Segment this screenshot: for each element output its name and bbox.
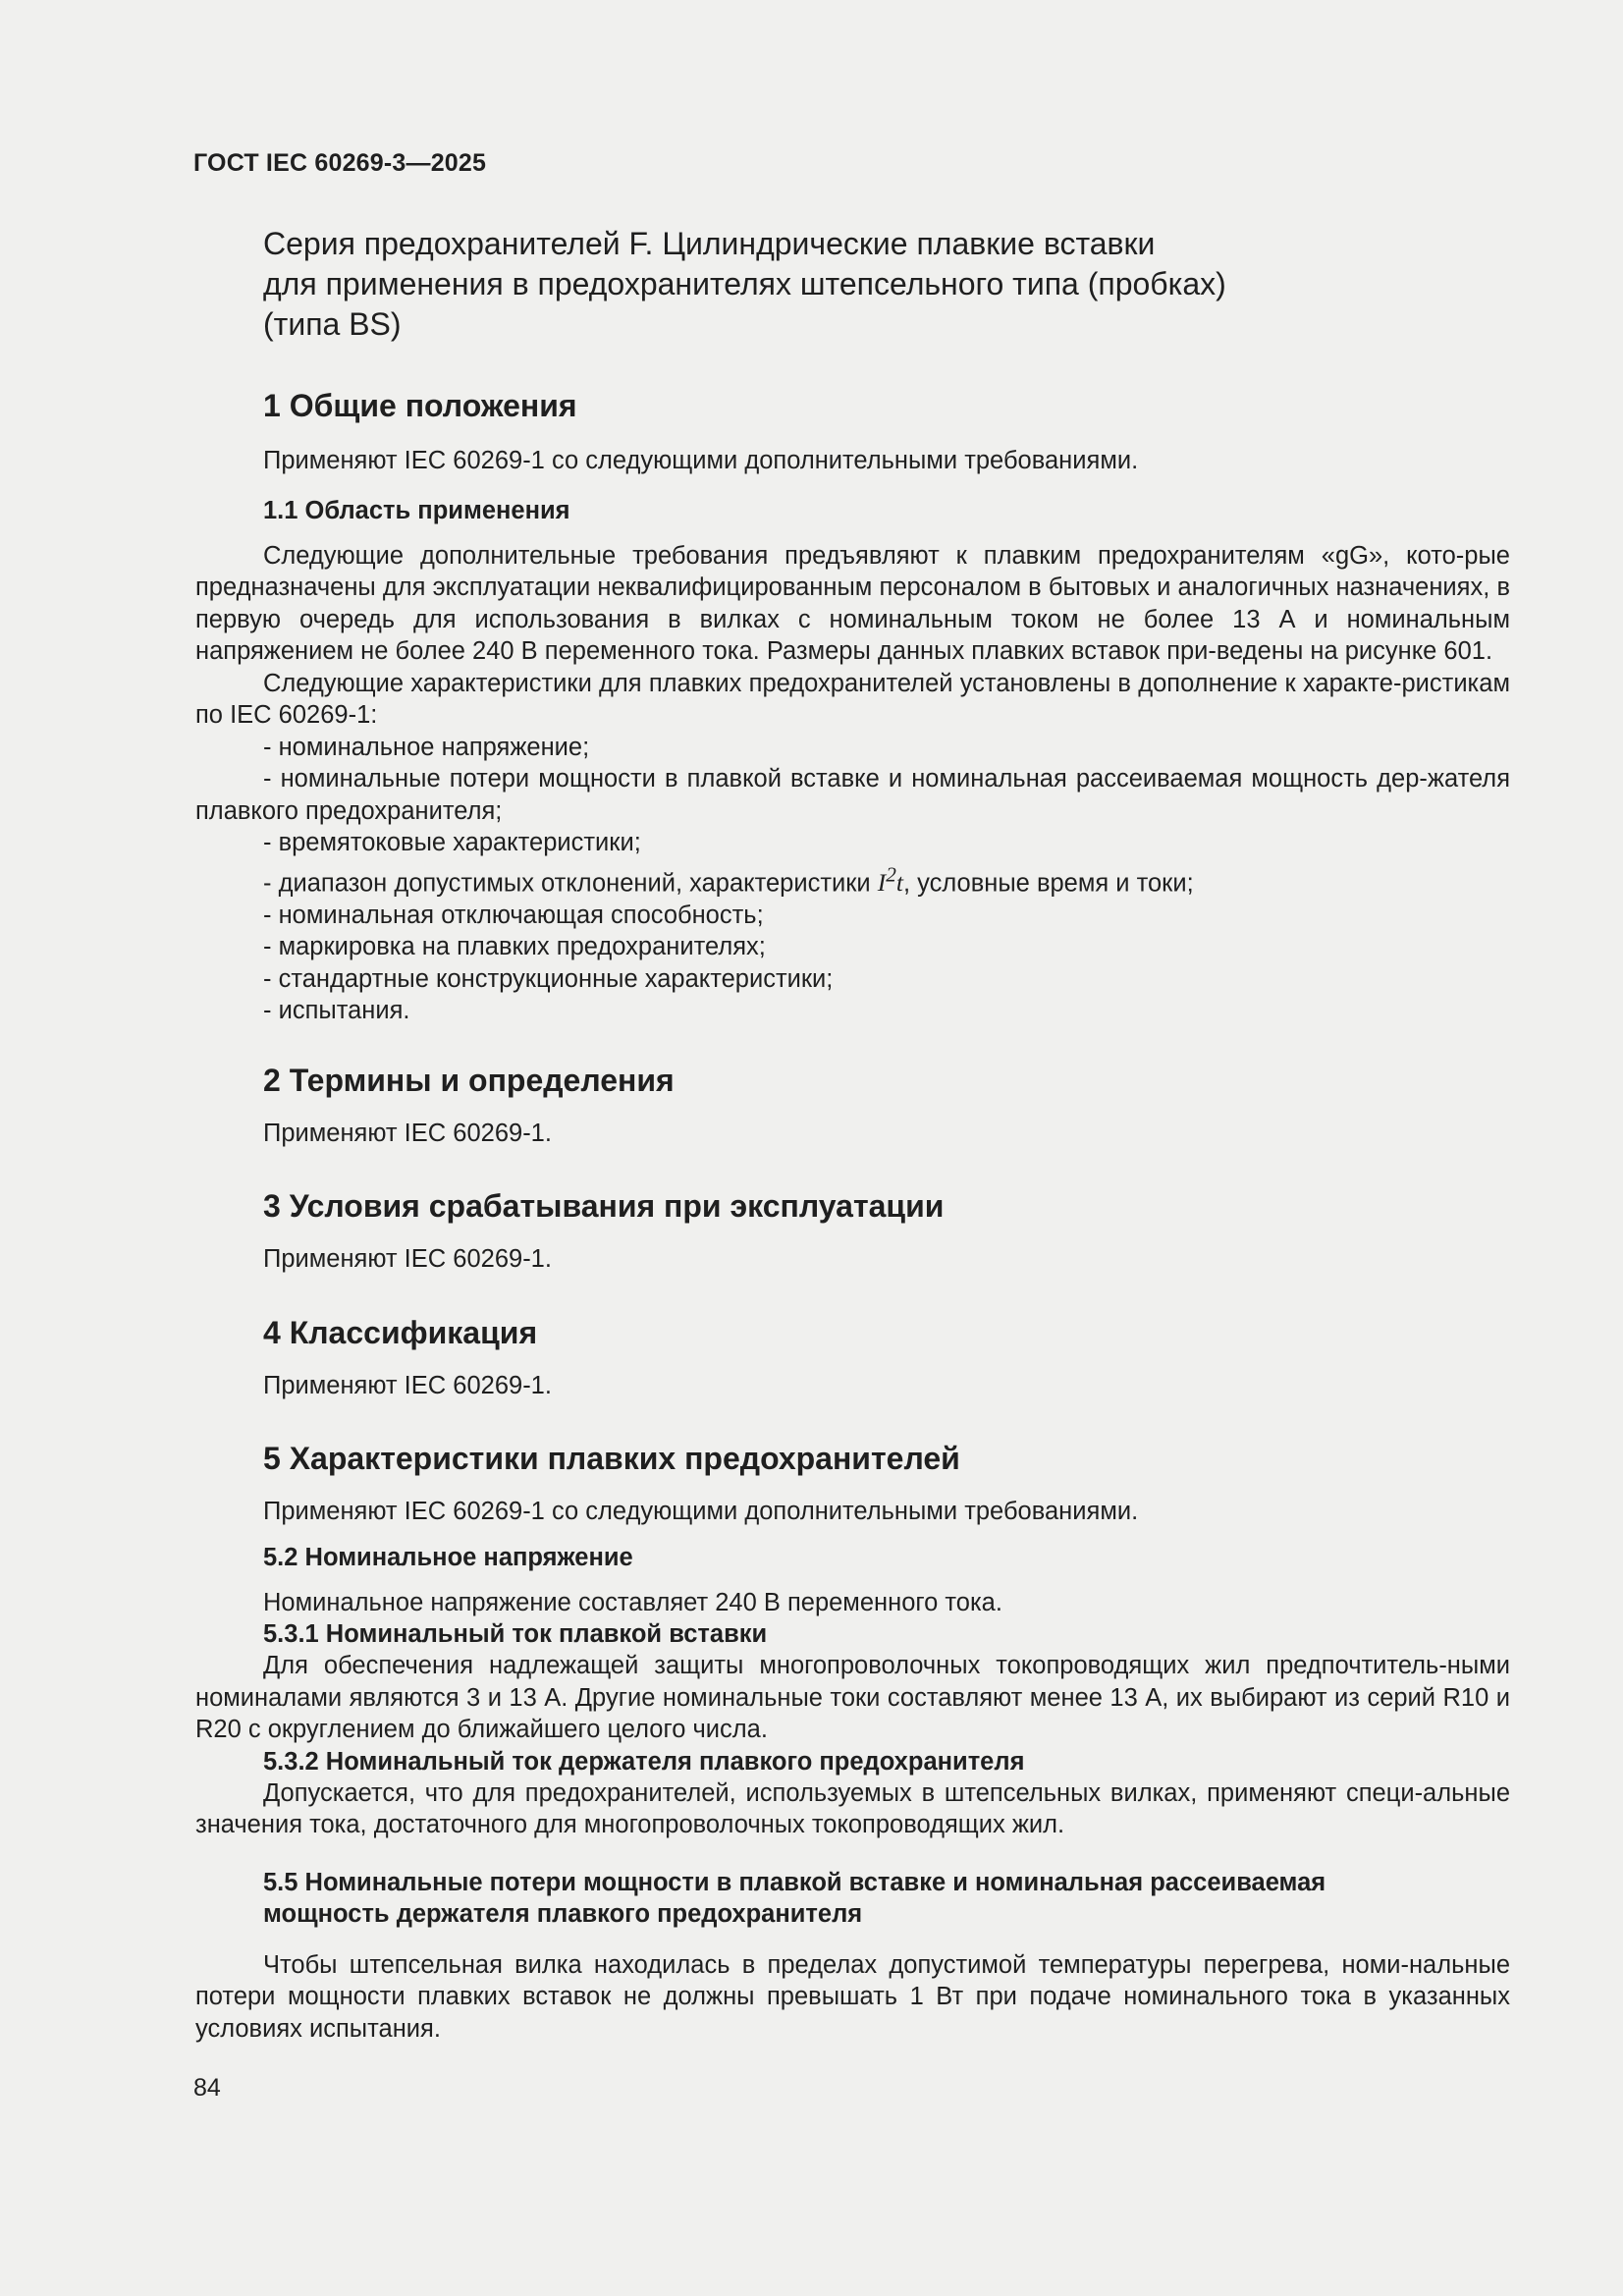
- subtitle-line-1: Серия предохранителей F. Цилиндрические плавкие вставки: [263, 226, 1156, 261]
- section-5-5-heading: [263, 1867, 1510, 1930]
- section-2-heading: 2 Термины и определения: [263, 1062, 675, 1098]
- subtitle-line-2: для применения в предохранителях штепсельного типа (пробках): [263, 266, 1226, 301]
- list-item: - номинальное напряжение;: [263, 733, 590, 761]
- section-5-2-text: Номинальное напряжение составляет 240 В переменного тока.: [263, 1588, 1002, 1616]
- heading-line-2: мощность держателя плавкого предохранителя: [263, 1899, 863, 1928]
- section-3-heading: 3 Условия срабатывания при эксплуатации: [263, 1188, 945, 1224]
- list-item: [195, 763, 1510, 827]
- section-4-text: Применяют IEC 60269-1.: [263, 1371, 552, 1399]
- page-content: [195, 224, 1510, 2045]
- paragraph: [195, 540, 1510, 668]
- paragraph-text: Допускается, что для предохранителей, используемых в штепсельных вилках, применяют специ-альные значения тока, достаточного для многопроволочных токопроводящих жил.: [195, 1778, 1510, 1838]
- formula-base: I: [877, 868, 887, 897]
- document-code-header: ГОСТ IEC 60269-3—2025: [193, 149, 487, 177]
- subtitle-line-3: (типа BS): [263, 306, 402, 342]
- list-item: - маркировка на плавких предохранителях;: [263, 933, 766, 960]
- section-5-3-2-heading: 5.3.2 Номинальный ток держателя плавкого предохранителя: [263, 1747, 1025, 1776]
- section-4-heading: 4 Классификация: [263, 1314, 538, 1350]
- section-5-3-1-text: [195, 1650, 1510, 1746]
- paragraph-text: Чтобы штепсельная вилка находилась в пределах допустимой температуры перегрева, номи-нальные потери мощности плавких вставок не должны превышать 1 Вт при подаче номинального тока в указанных условиях испытания.: [195, 1950, 1510, 2043]
- formula-t: t: [895, 868, 903, 897]
- paragraph-text: Для обеспечения надлежащей защиты многопроволочных токопроводящих жил предпочтитель-ными номиналами являются 3 и 13 А. Другие номинальные токи составляют менее 13 А, их выбирают из серий R10 и R20 с округлением до ближайшего целого числа.: [195, 1652, 1510, 1743]
- section-5-intro: Применяют IEC 60269-1 со следующими дополнительными требованиями.: [263, 1498, 1139, 1525]
- section-5-heading: 5 Характеристики плавких предохранителей: [263, 1441, 960, 1476]
- list-item: - времятоковые характеристики;: [263, 829, 641, 856]
- section-1-heading: 1 Общие положения: [263, 388, 577, 423]
- document-subtitle: [263, 224, 1510, 345]
- section-5-2-heading: 5.2 Номинальное напряжение: [263, 1543, 633, 1571]
- paragraph: [195, 668, 1510, 732]
- formula-exponent: 2: [886, 862, 896, 887]
- list-item: [263, 859, 1510, 900]
- section-1-intro: Применяют IEC 60269-1 со следующими дополнительными требованиями.: [263, 447, 1139, 474]
- list-item-text: - номинальные потери мощности в плавкой вставке и номинальная рассеиваемая мощность дер-жателя плавкого предохранителя;: [195, 765, 1510, 825]
- section-5-3-2-text: [195, 1777, 1510, 1841]
- section-1-1-heading: 1.1 Область применения: [263, 496, 570, 524]
- list-item: - стандартные конструкционные характеристики;: [263, 964, 834, 993]
- list-item: - испытания.: [263, 997, 410, 1024]
- section-3-text: Применяют IEC 60269-1.: [263, 1245, 552, 1273]
- section-1-1-body: [195, 540, 1510, 1027]
- section-5-5-text: [195, 1949, 1510, 2046]
- list-item-tail: , условные время и токи;: [902, 869, 1194, 897]
- section-5-3-1-heading: 5.3.1 Номинальный ток плавкой вставки: [263, 1620, 768, 1648]
- section-2-text: Применяют IEC 60269-1.: [263, 1119, 552, 1147]
- heading-line-1: 5.5 Номинальные потери мощности в плавкой вставке и номинальная рассеиваемая: [263, 1868, 1326, 1896]
- list-item-text: - диапазон допустимых отклонений, характеристики: [263, 869, 871, 897]
- page-number: 84: [193, 2074, 221, 2102]
- i2t-formula: [877, 862, 903, 897]
- list-item: - номинальная отключающая способность;: [263, 901, 764, 929]
- paragraph-text: Следующие характеристики для плавких предохранителей установлены в дополнение к характе-ристикам по IEC 60269-1:: [195, 669, 1510, 729]
- paragraph-text: Следующие дополнительные требования предъявляют к плавким предохранителям «gG», кото-рые предназначены для эксплуатации неквалифицированным персоналом в бытовых и аналогичных назначениях, в первую очередь для использования в вилках с номинальным током не более 13 А и номинальным напряжением не более 240 В переменного тока. Размеры данных плавких вставок при-ведены на рисунке 601.: [195, 541, 1510, 665]
- characteristics-list: [195, 732, 1510, 1027]
